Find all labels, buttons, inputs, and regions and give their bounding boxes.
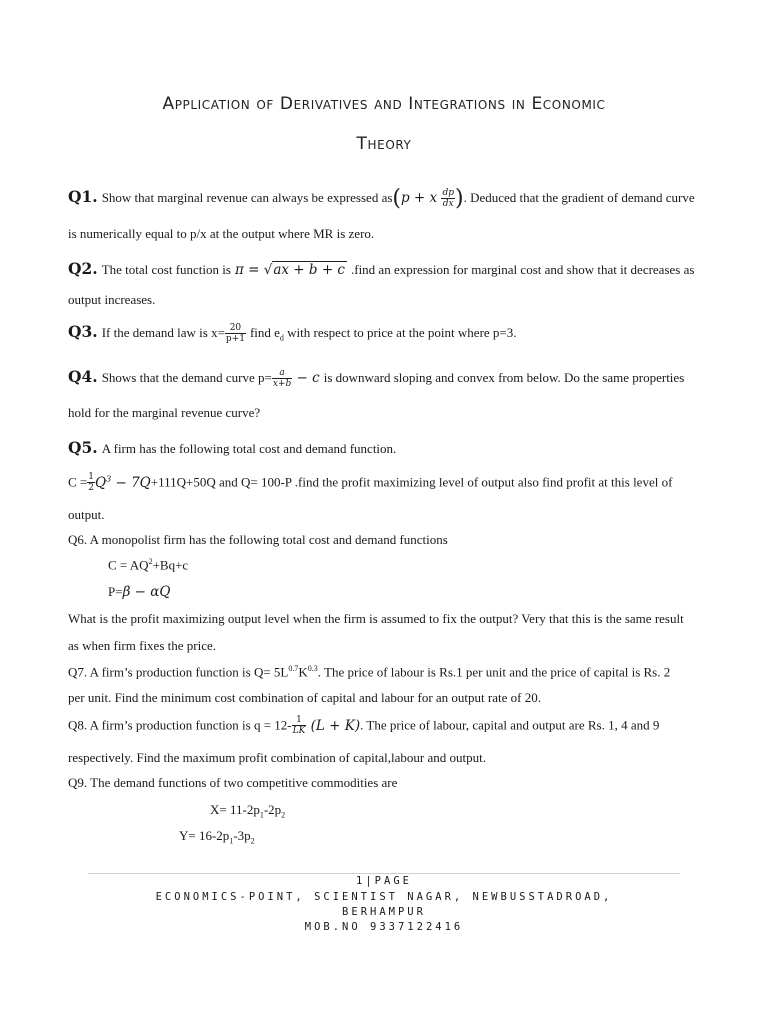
footer-address-line-1: ECONOMICS-POINT, SCIENTIST NAGAR, NEWBUSSTADROAD, — [155, 891, 613, 903]
question-5-text: A firm has the following total cost and demand function. — [101, 441, 397, 456]
question-8-formula: $\frac{1}{LK}$ (L + K) — [292, 715, 361, 736]
question-5-equation-rest: +111Q+50Q and Q= 100-P .find the profit maximizing level of output also find profit at this level of — [150, 474, 673, 490]
footer-phone: MOB.NO 9337122416 — [304, 921, 464, 933]
question-2-line-2: output increases. — [68, 292, 156, 307]
question-8 — [68, 716, 659, 736]
question-3-text: If the demand law is x= — [101, 325, 225, 340]
question-4-formula: $\frac{a}{x+b}$ − c — [272, 367, 320, 389]
question-6-line-5: as when firm fixes the price. — [68, 638, 217, 653]
question-3-label: Q3. — [68, 322, 98, 341]
question-8-text-continued: . The price of labour, capital and output are Rs. 1, 4 and 9 — [360, 717, 660, 733]
question-4-text-continued: is downward sloping and convex from below. Do the same properties — [323, 370, 685, 385]
question-6-line-4: What is the profit maximizing output level when the firm is assumed to fix the output? Very that this is the same result — [68, 611, 684, 626]
question-5-equation-lhs: C = — [68, 474, 88, 490]
question-1-line-2: is numerically equal to p/x at the output where MR is zero. — [68, 226, 375, 241]
question-6-cost-function: $C = AQ^2+Bq+c$ — [108, 557, 189, 573]
question-5 — [68, 438, 396, 458]
question-9-x-equation: $X= 11-2p_1-2p_2$ — [210, 802, 286, 820]
document-title-line-2: Theory — [356, 134, 412, 154]
question-1 — [68, 186, 695, 211]
question-1-formula: (p + x $\frac{dp}{dx}$ ) — [392, 186, 464, 211]
question-1-label: Q1. — [68, 187, 98, 206]
question-4-line-2: hold for the marginal revenue curve? — [68, 405, 261, 420]
question-2-label: Q2. — [68, 259, 98, 278]
footer-page-number: 1|PAGE — [356, 875, 412, 887]
question-5-equation — [68, 473, 672, 493]
question-8-text: Q8. A firm’s production function is q = 12- — [68, 717, 292, 733]
question-8-line-2: respectively. Find the maximum profit combination of capital,labour and output. — [68, 750, 486, 765]
question-4 — [68, 367, 684, 389]
question-1-text: Show that marginal revenue can always be expressed as — [101, 190, 393, 205]
question-9-y-equation: $Y= 16-2p_1-3p_2$ — [179, 828, 255, 846]
question-3-text-continued: find $e_d$ with respect to price at the point where p=3. — [249, 325, 517, 343]
question-3-formula: $\frac{20}{p+1}$ — [225, 322, 245, 344]
question-5-formula: $\frac{1}{2}$ $Q^3 - 7Q$ — [88, 472, 151, 493]
question-6-demand-function: P=β − αQ — [108, 584, 171, 600]
footer-divider — [88, 873, 680, 874]
question-3 — [68, 322, 517, 344]
question-2-formula: π = √ax + b + c — [234, 262, 345, 278]
footer-address-line-2: BERHAMPUR — [342, 906, 426, 918]
document-title-line-1: Application of Derivatives and Integrations in Economic — [162, 94, 606, 114]
question-4-label: Q4. — [68, 367, 98, 386]
question-4-text: Shows that the demand curve p= — [101, 370, 272, 385]
question-5-label: Q5. — [68, 438, 98, 457]
question-6: Q6. A monopolist firm has the following total cost and demand functions — [68, 532, 448, 547]
question-1-text-continued: . Deduced that the gradient of demand curve — [463, 190, 695, 205]
question-2-text: The total cost function is — [101, 262, 231, 277]
question-7-line-2: per unit. Find the minimum cost combination of capital and labour for an output rate of 20. — [68, 690, 541, 705]
question-9: Q9. The demand functions of two competitive commodities are — [68, 775, 398, 790]
question-2 — [68, 259, 694, 279]
question-7: Q7. A firm’s production function is $Q= 5L^{0.7}K^{0.3}$. The price of labour is Rs.1 per unit and the price of capital is Rs. 2 — [68, 664, 671, 680]
question-2-text-continued: .find an expression for marginal cost and show that it decreases as — [350, 262, 695, 277]
question-5-line-3: output. — [68, 507, 105, 522]
